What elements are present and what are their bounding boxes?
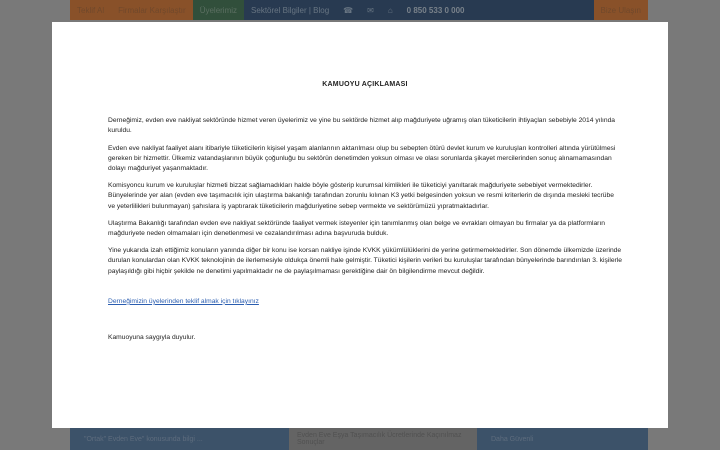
nav-blog[interactable]: Sektörel Bilgiler | Blog [251,5,330,15]
home-icon[interactable]: ⌂ [387,5,393,15]
nav-get-quote[interactable]: Teklif Al [70,0,111,20]
announcement-modal [52,22,668,428]
paragraph-5: Yine yukarıda izah ettiğimiz konuların yanında diğer bir konu ise korsan nakliye işinde KVKK yükümlülüklerini de yerine getirmemektedirler. Son dönemde ülkemizde üzerinde durulan konulardan olan KVKK teknolojinin de ilerlemesiyle oldukça önemli hale gelmiştir. Tüketici kişilerin verileri bu kuruluşlar tarafından bünyelerinde barındırılan 3. kişilerle paylaşıldığı gibi hiçbir şekilde ne denetimi yapılmaktadır ne de paylaşılmaması gerektiğine dair ön bilgilendirme mevcut değildir. [108,247,622,275]
bottom-article-right[interactable]: Daha Güvenli [491,435,534,443]
nav-members[interactable]: Üyelerimiz [193,0,244,20]
closing-text: Kamuoyuna saygıyla duyulur. [108,334,196,342]
paragraph-3: Komisyoncu kurum ve kuruluşlar hizmeti bizzat sağlamadıkları halde böyle gösterip kurumsal kimlikleri ile tüketiciyi yanıltarak mağduriyete sebebiyet vermektedirler. Bünyelerinde yer alan (evden eve taşımacılık için ulaştırma bakanlığı tarafından zorunlu kılınan K3 yetki belgesinden yoksun ve resmi kriterlerin de dışında mesleki tecrübe ve yeterlilikleri bulunmayan) şahıslara iş yaptırarak tüketicilerin mağduriyetine sebep vermekte ve sektörümüzü yıpratmaktadırlar. [108,182,614,210]
modal-title: KAMUOYU AÇIKLAMASI [322,81,408,88]
contact-button[interactable]: Bize Ulaşın [594,0,648,20]
nav-compare-firms[interactable]: Firmalar Karşılaştır [111,0,193,20]
paragraph-1: Derneğimiz, evden eve nakliyat sektöründe hizmet veren üyelerimiz ve yine bu sektörde hizmet alıp mağduriyete uğramış olan tüketicilerin ihtiyaçları sebebiyle 2014 yılında kuruldu. [108,117,616,135]
paragraph-2: Evden eve nakliyat faaliyet alanı itibariyle tüketicilerin kişisel yaşam alanlarının aktarılması olup bu sebepten ötürü devlet kurum ve kuruluşları kontrolleri altında yürütülmesi gereken bir hizmettir. Ülkemiz vatandaşlarının büyük çoğunluğu bu sektörün denetimden yoksun olması ve olası sorunlarda şikayet mercilerinden sonuç alınamamasından dolayı mağduriyet yaşanmaktadır. [108,144,616,173]
phone-number[interactable]: 0 850 533 0 000 [406,5,465,15]
bottom-article-middle[interactable]: Evden Eve Eşya Taşımacılık Ücretlerinde Kaçınılmaz Sonuçlar [289,428,477,450]
mail-icon[interactable]: ✉ [367,5,374,15]
member-quote-link[interactable]: Derneğimizin üyelerinden teklif almak için tıklayınız [108,297,259,305]
phone-icon[interactable]: ☎ [343,5,354,15]
bottom-article-left[interactable]: "Ortak" Evden Eve" konusunda bilgi ... [84,435,203,443]
paragraph-4: Ulaştırma Bakanlığı tarafından evden eve nakliyat sektöründe faaliyet vermek isteyenler için tanımlanmış olan belge ve evrakları olmayan bu firmalar ya da platformların mağduriyete neden olmamaları için denetlenmesi ve cezalandırılması adına başvuruda bulduk. [108,219,605,238]
